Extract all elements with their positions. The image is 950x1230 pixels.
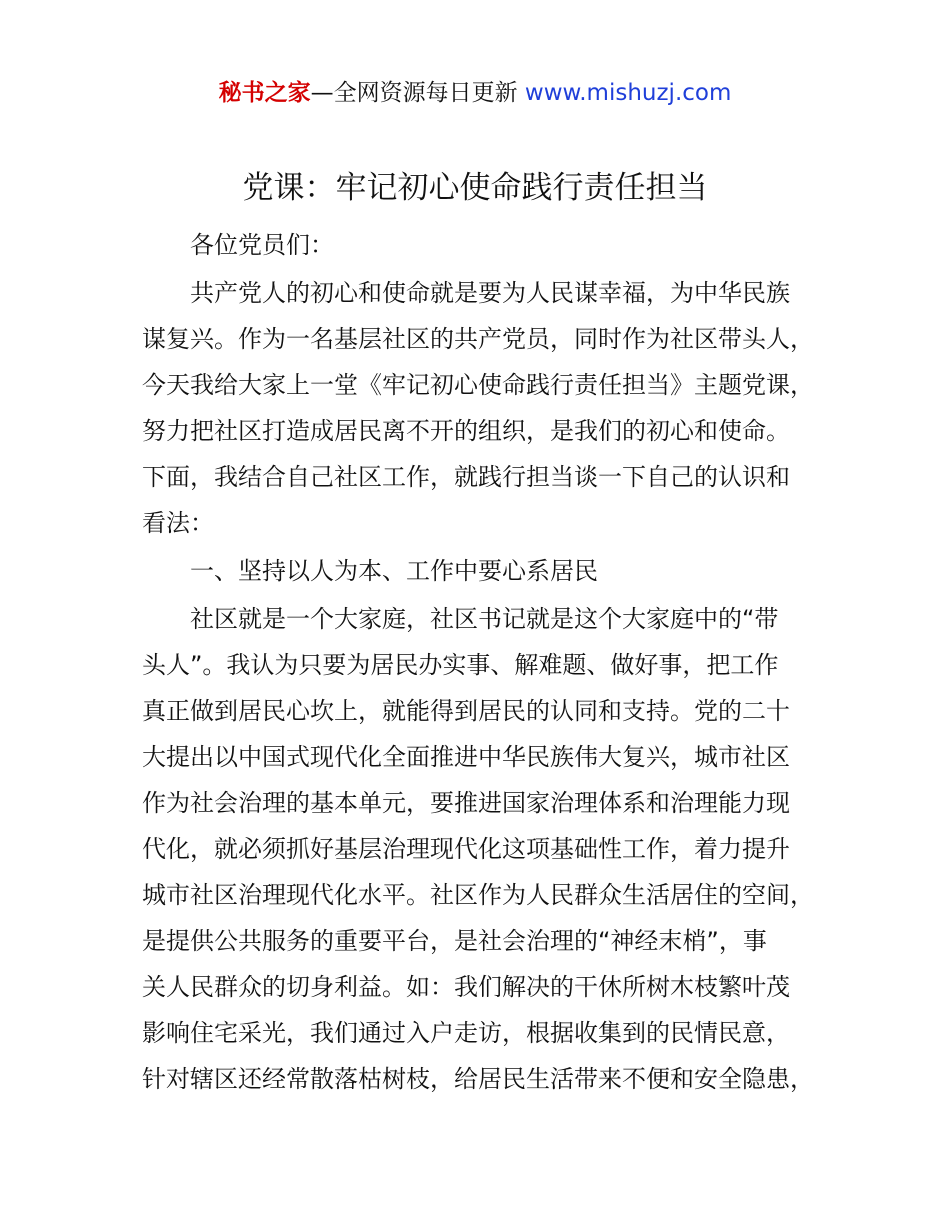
paragraph-line: 针对辖区还经常散落枯树枝，给居民生活带来不便和安全隐患，	[142, 1065, 814, 1093]
paragraph-line: 共产党人的初心和使命就是要为人民谋幸福，为中华民族	[190, 279, 790, 307]
document-body	[142, 222, 832, 1102]
paragraph-line: 影响住宅采光，我们通过入户走访，根据收集到的民情民意，	[142, 1019, 790, 1047]
paragraph-line: 努力把社区打造成居民离不开的组织，是我们的初心和使命。	[142, 417, 790, 445]
paragraph-line: 头人”。我认为只要为居民办实事、解难题、做好事，把工作	[142, 651, 779, 679]
greeting-line: 各位党员们：	[190, 231, 334, 259]
site-header	[0, 76, 950, 110]
paragraph-line: 大提出以中国式现代化全面推进中华民族伟大复兴，城市社区	[142, 743, 790, 771]
brand-name: 秘书之家	[218, 80, 311, 106]
paragraph-line: 社区就是一个大家庭，社区书记就是这个大家庭中的“带	[190, 605, 779, 633]
paragraph-line: 城市社区治理现代化水平。社区作为人民群众生活居住的空间，	[142, 881, 814, 909]
site-url-link[interactable]: www.mishuzj.com	[524, 80, 732, 106]
paragraph-line: 作为社会治理的基本单元，要推进国家治理体系和治理能力现	[142, 789, 790, 817]
paragraph-line: 关人民群众的切身利益。如：我们解决的干休所树木枝繁叶茂	[142, 973, 790, 1001]
paragraph-line: 今天我给大家上一堂《牢记初心使命践行责任担当》主题党课，	[142, 371, 814, 399]
paragraph-line: 真正做到居民心坎上，就能得到居民的认同和支持。党的二十	[142, 697, 790, 725]
paragraph-line: 下面，我结合自己社区工作，就践行担当谈一下自己的认识和	[142, 463, 790, 491]
paragraph-line: 看法：	[142, 509, 214, 537]
document-title: 党课：牢记初心使命践行责任担当	[242, 170, 708, 206]
paragraph-line: 谋复兴。作为一名基层社区的共产党员，同时作为社区带头人，	[142, 325, 814, 353]
paragraph-line: 代化，就必须抓好基层治理现代化这项基础性工作，着力提升	[142, 835, 790, 863]
section-heading: 一、坚持以人为本、工作中要心系居民	[190, 557, 598, 585]
paragraph-line: 是提供公共服务的重要平台，是社会治理的“神经末梢”，事	[142, 927, 767, 955]
header-tagline: —全网资源每日更新	[310, 80, 525, 106]
